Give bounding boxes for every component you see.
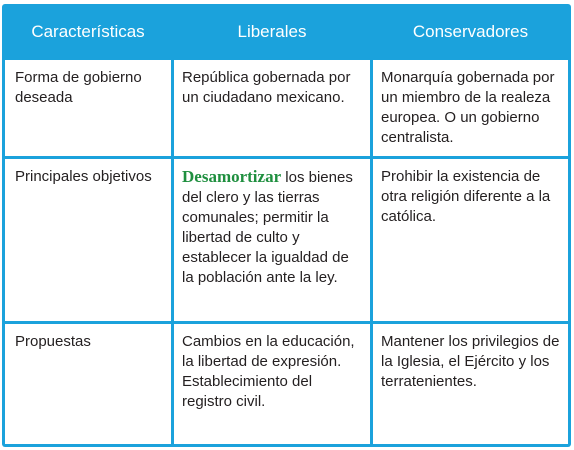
table-grid <box>5 7 568 444</box>
row3-caracteristica: Propuestas <box>5 324 171 444</box>
row2-liberales-text: los bienes del clero y las tierras comunales; permitir la libertad de culto y establecer la igualdad de la población ante la ley. <box>182 169 353 286</box>
row2-liberales <box>174 159 370 321</box>
row1-caracteristica: Forma de gobierno deseada <box>5 60 171 156</box>
comparison-table <box>2 4 571 447</box>
header-liberales: Liberales <box>174 7 370 57</box>
header-conservadores: Conservadores <box>373 7 568 57</box>
row2-caracteristica: Principales objetivos <box>5 159 171 321</box>
row3-conservadores: Mantener los privilegios de la Iglesia, el Ejército y los terratenientes. <box>373 324 568 444</box>
keyword-desamortizar: Desamortizar <box>182 167 282 186</box>
header-caracteristicas: Características <box>5 7 171 57</box>
row2-conservadores: Prohibir la existencia de otra religión diferente a la católica. <box>373 159 568 321</box>
row1-conservadores: Monarquía gobernada por un miembro de la realeza europea. O un gobierno centralista. <box>373 60 568 156</box>
row3-liberales: Cambios en la educación, la libertad de expresión. Establecimiento del registro civil. <box>174 324 370 444</box>
row1-liberales: República gobernada por un ciudadano mexicano. <box>174 60 370 156</box>
